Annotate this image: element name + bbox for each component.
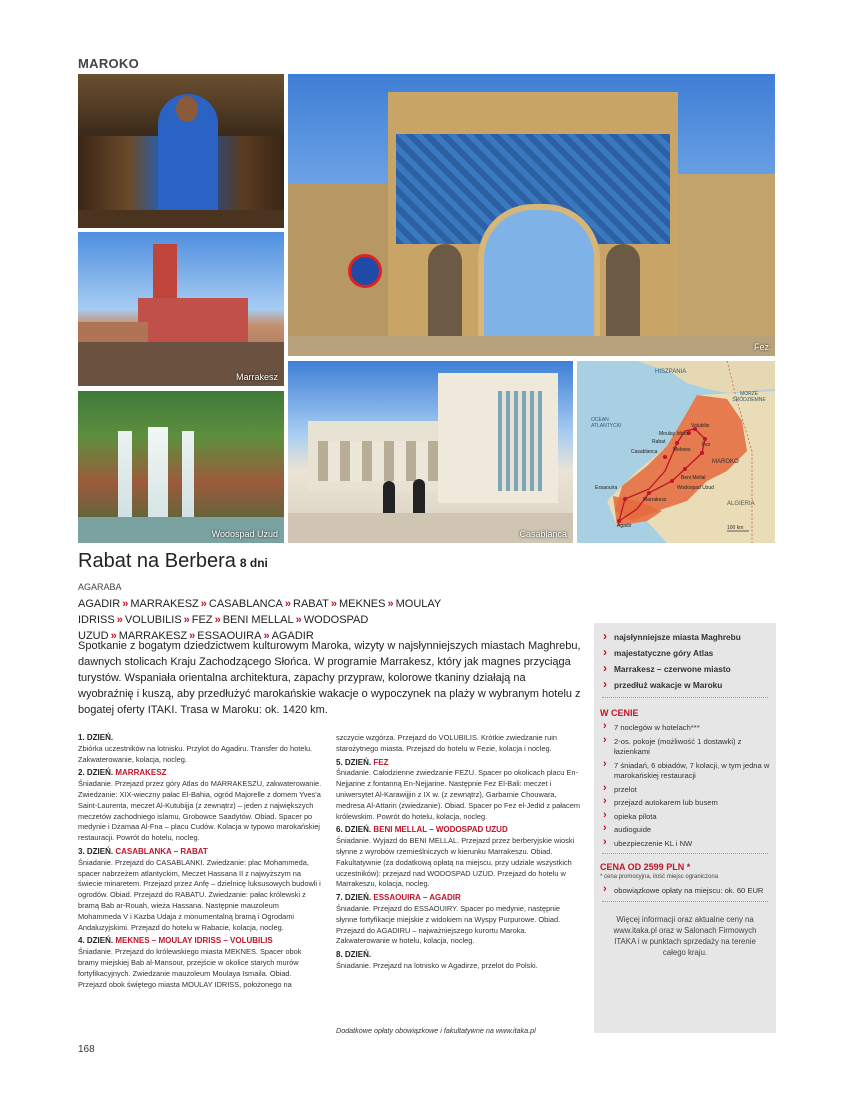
highlight-item: › Marrakesz – czerwone miasto — [600, 661, 770, 677]
route-separator: » — [183, 614, 190, 626]
day-text: szczycie wzgórza. Przejazd do VOLUBILIS. Krótkie zwiedzanie ruin starożytnego miasta. Przejazd do hotelu w Fezie, kolacja i nocleg. — [336, 733, 557, 753]
route-separator: » — [214, 614, 221, 626]
day-number: 6. DZIEŃ. — [336, 825, 372, 835]
route-separator: » — [189, 630, 196, 642]
day-place: BENI MELLAL – WODOSPAD UZUD — [373, 825, 508, 835]
sidebar-box — [594, 623, 776, 1033]
page-number: 168 — [78, 1044, 95, 1055]
price: CENA OD 2599 PLN * — [600, 862, 691, 872]
map-city: Rabat — [652, 439, 666, 445]
route-stop: CASABLANCA — [208, 598, 283, 610]
day-text: Śniadanie. Wyjazd do BENI MELLAL. Przejazd przez berberyjskie wioski słynne z wyrobów rzemieślniczych w kierunku Marrakeszu. Obiad. Fakultatywnie (za dodatkową opłatą na miejscu, przy udziale wszystkich uczestników): przejazd nad WODOSPAD UZUD. Przejazd do hotelu w Marrakeszu, kolacja, nocleg. — [336, 836, 575, 889]
day-heading — [336, 758, 582, 769]
day-number: 5. DZIEŃ. — [336, 757, 372, 767]
divider — [602, 697, 768, 698]
section-title: MAROKO — [78, 56, 140, 71]
itinerary-column-1 — [78, 733, 322, 993]
photo-caption-casablanca: Casablanca — [519, 529, 567, 539]
more-info: Więcej informacji oraz aktualne ceny na www.itaka.pl oraz w Salonach Firmowych ITAKA i w punktach sprzedaży na terenie całego kraju. — [613, 914, 757, 957]
price-include-item: › przejazd autokarem lub busem — [600, 798, 770, 809]
highlight-item: › majestatyczne góry Atlas — [600, 645, 770, 661]
route-stop: FEZ — [191, 614, 213, 626]
day-heading — [78, 847, 322, 858]
tour-title-row — [78, 550, 268, 573]
day-heading — [336, 825, 582, 836]
day-number: 7. DZIEŃ. — [336, 893, 372, 903]
photo-marrakesz — [78, 232, 284, 386]
route-map — [577, 361, 775, 543]
day-place: MARRAKESZ — [115, 768, 167, 778]
route-separator: » — [200, 598, 207, 610]
price-includes-list — [600, 723, 770, 849]
photo-caption-fez: Fez — [753, 342, 769, 352]
tour-duration: 8 dni — [239, 556, 268, 570]
route-separator: » — [116, 614, 123, 626]
photo-fez-gate — [288, 74, 775, 356]
route-stop: MARRAKESZ — [118, 630, 188, 642]
map-label-ocean: OCEAN ATLANTYCKI — [591, 417, 622, 429]
day-place: CASABLANKA – RABAT — [115, 846, 208, 856]
route-stop: RABAT — [293, 598, 329, 610]
day-heading — [78, 733, 322, 744]
price-include-item: › przelot — [600, 785, 770, 796]
divider — [602, 853, 768, 854]
price-includes-heading: W CENIE — [600, 708, 639, 718]
route-separator: » — [122, 598, 129, 610]
photo-waterfall — [78, 391, 284, 543]
divider — [602, 901, 768, 902]
day-number: 4. DZIEŃ. — [78, 936, 114, 946]
route-stop: MEKNES — [339, 598, 386, 610]
day-heading — [78, 936, 322, 947]
day-number: 3. DZIEŃ. — [78, 846, 114, 856]
day-text: Śniadanie. Przejazd przez góry Atlas do MARRAKESZU, zakwaterowanie. Zwiedzanie: XIX-wieczny pałac El-Bahia, ogród Majorelle z domem Yves'a Saint-Laurenta, meczet Al-Kutubijja (z zewnątrz) – jeden z największych meczetów zachodniego islamu, Grobowce Saadytów. Obiad. Spacer po medynie i Dżamaa Al-Fna – placu Cudów. Kolacja w typowo marokańskiej restauracji. Powrót do hotelu, nocleg. — [78, 779, 322, 843]
day-text: Śniadanie. Przejazd do CASABLANKI. Zwiedzanie: plac Mohammeda, spacer nabrzeżem atlantyckim, Meczet Hassana II z najwyższym na świecie minaretem. Przejazd przez Anfę – dzielnicę luksusowych budowli i ogrodów. Obiad. Przejazd do RABATU. Zwiedzanie: pałac królewski z bramą Bab ar-Rouah, wieża Hassana. Następnie mauzoleum Mohammeda V i Kazba Udaja z monumentalną bramą i Ogrodami Andaluzyjskimi. Przejazd do hotelu w Rabacie, kolacja, nocleg. — [78, 857, 321, 932]
price-include-item: › 2-os. pokoje (możliwość 1 dostawki) z łazienkami — [600, 737, 770, 758]
map-city: Fez — [702, 442, 711, 448]
price-include-item: › 7 noclegów w hotelach*** — [600, 723, 770, 734]
route-separator: » — [110, 630, 117, 642]
itinerary-day — [78, 847, 322, 933]
route-stop: VOLUBILIS — [124, 614, 182, 626]
day-text: Zbiórka uczestników na lotnisku. Przylot do Agadiru. Transfer do hotelu. Zakwaterowanie, kolacja, nocleg. — [78, 743, 313, 764]
day-heading — [336, 893, 582, 904]
day-place: MEKNES – MOULAY IDRISS – VOLUBILIS — [115, 936, 273, 946]
map-label-spain: HISZPANIA — [655, 369, 687, 375]
map-city: Essaouira — [595, 485, 618, 491]
day-place: ESSAOUIRA – AGADIR — [373, 893, 461, 903]
route-stop: AGADIR — [271, 630, 314, 642]
tour-route — [78, 596, 578, 644]
itinerary-day — [336, 758, 582, 823]
photo-man-in-blue — [78, 74, 284, 228]
map-label-algeria: ALGIERIA — [727, 501, 755, 507]
route-stop: BENI MELLAL — [222, 614, 294, 626]
tour-code: AGARABA — [78, 582, 122, 592]
photo-caption-marrakesz: Marrakesz — [235, 372, 278, 382]
itinerary-day — [78, 768, 322, 844]
route-separator: » — [263, 630, 270, 642]
route-separator: » — [284, 598, 292, 610]
day-number: 8. DZIEŃ. — [336, 950, 372, 960]
map-city: Beni Mellal — [681, 475, 706, 481]
itinerary-column-2 — [336, 733, 582, 975]
map-label-sea: MORZE ŚRÓDZIEMNE — [732, 391, 766, 403]
day-heading — [336, 950, 582, 961]
itinerary-day — [336, 950, 582, 972]
price-include-item: › audioguide — [600, 825, 770, 836]
route-stop: MOULAY IDRISS — [78, 598, 442, 626]
itinerary-day — [336, 733, 582, 755]
itinerary-day — [78, 936, 322, 990]
highlight-item: › przedłuż wakacje w Maroku — [600, 677, 770, 693]
map-label-morocco: MAROKO — [712, 459, 739, 465]
day-text: Śniadanie. Przejazd do królewskiego miasta MEKNES. Spacer obok bramy miejskiej Bab al-Mansour, przejście w okolice starych murów fortyfikacyjnych. Zwiedzanie mauzoleum Moulaya Ismaila. Obiad. Przejazd obok świętego miasta MOULAY IDRISS, położonego na — [78, 947, 302, 989]
day-heading — [78, 768, 322, 779]
mandatory-fee: › obowiązkowe opłaty na miejscu: ok. 60 EUR — [600, 886, 770, 897]
map-city: Meknes — [673, 447, 691, 453]
highlights-list — [594, 623, 776, 693]
tour-intro: Spotkanie z bogatym dziedzictwem kulturowym Maroka, wizyty w najsłynniejszych miastach Maghrebu, dawnych stolicach Kraju Zachodzącego Słońca. W programie Marrakesz, który jak magnes przyciąga turystów. Wspaniała orientalna architektura, zapachy przypraw, kolorowe tkaniny działają na wyobraźnię i kuszą, aby przedłużyć marokańskie wakacje o wypoczynek na plaży w wybranym hotelu z bogatej oferty ITAKI. Trasa w Maroku: ok. 1420 km. — [78, 640, 581, 716]
route-separator: » — [387, 598, 394, 610]
map-city: Wodospad Uzud — [677, 485, 714, 491]
day-place: FEZ — [373, 757, 389, 767]
photo-caption-wodospad: Wodospad Uzud — [211, 529, 278, 539]
map-city: Agadir — [617, 523, 632, 529]
price-include-item: › ubezpieczenie KL i NW — [600, 839, 770, 850]
map-scale: 100 km — [727, 525, 744, 531]
route-separator: » — [330, 598, 337, 610]
day-text: Śniadanie. Całodzienne zwiedzanie FEZU. Spacer po okolicach placu En-Nejjarine z fontanną En-Nejjarine. Następnie Fez El-Bali: meczet i uniwersytet Al-Karawijjin z IX w. (z zewnątrz), Garbarnie Chouwara, medresa Al-Attarin (zwiedzanie). Obiad. Spacer po Fez el-Jedid z pałacem królewskim. Powrót do hotelu, kolacja, nocleg. — [336, 768, 581, 821]
route-stop: AGADIR — [78, 598, 121, 610]
route-separator: » — [295, 614, 302, 626]
route-stop: ESSAOUIRA — [197, 630, 262, 642]
map-city: Moulay Idriss — [659, 431, 689, 437]
itinerary-day — [78, 733, 322, 765]
route-stop: WODOSPAD UZUD — [78, 614, 369, 642]
tour-title: Rabat na Berbera — [78, 550, 236, 572]
itinerary-day — [336, 825, 582, 890]
footnote: Dodatkowe opłaty obowiązkowe i fakultatywne na www.itaka.pl — [336, 1026, 536, 1035]
price-include-item: › opieka pilota — [600, 812, 770, 823]
map-city: Marrakesz — [643, 497, 667, 503]
photo-casablanca — [288, 361, 573, 543]
day-number: 2. DZIEŃ. — [78, 768, 114, 778]
highlight-item: › najsłynniejsze miasta Maghrebu — [600, 629, 770, 645]
price-include-item: › 7 śniadań, 6 obiadów, 7 kolacji, w tym jedna w marokańskiej restauracji — [600, 761, 770, 782]
map-city: Casablanca — [631, 449, 658, 455]
day-number: 1. DZIEŃ. — [78, 733, 114, 742]
itinerary-day — [336, 893, 582, 947]
day-text: Śniadanie. Przejazd do ESSAOUIRY. Spacer po medynie, następnie słynne fortyfikacje miejskie z widokiem na Wyspy Purpurowe. Obiad. Przejazd do AGADIRU – najważniejszego kurortu Maroka. Zakwaterowanie w hotelu, kolacja, nocleg. — [336, 903, 561, 946]
map-city: Volubilis — [691, 423, 710, 429]
price-note: * cena promocyjna, ilość miejsc ograniczona — [600, 874, 719, 880]
route-stop: MARRAKESZ — [130, 598, 199, 610]
day-text: Śniadanie. Przejazd na lotnisko w Agadirze, przelot do Polski. — [336, 960, 538, 970]
